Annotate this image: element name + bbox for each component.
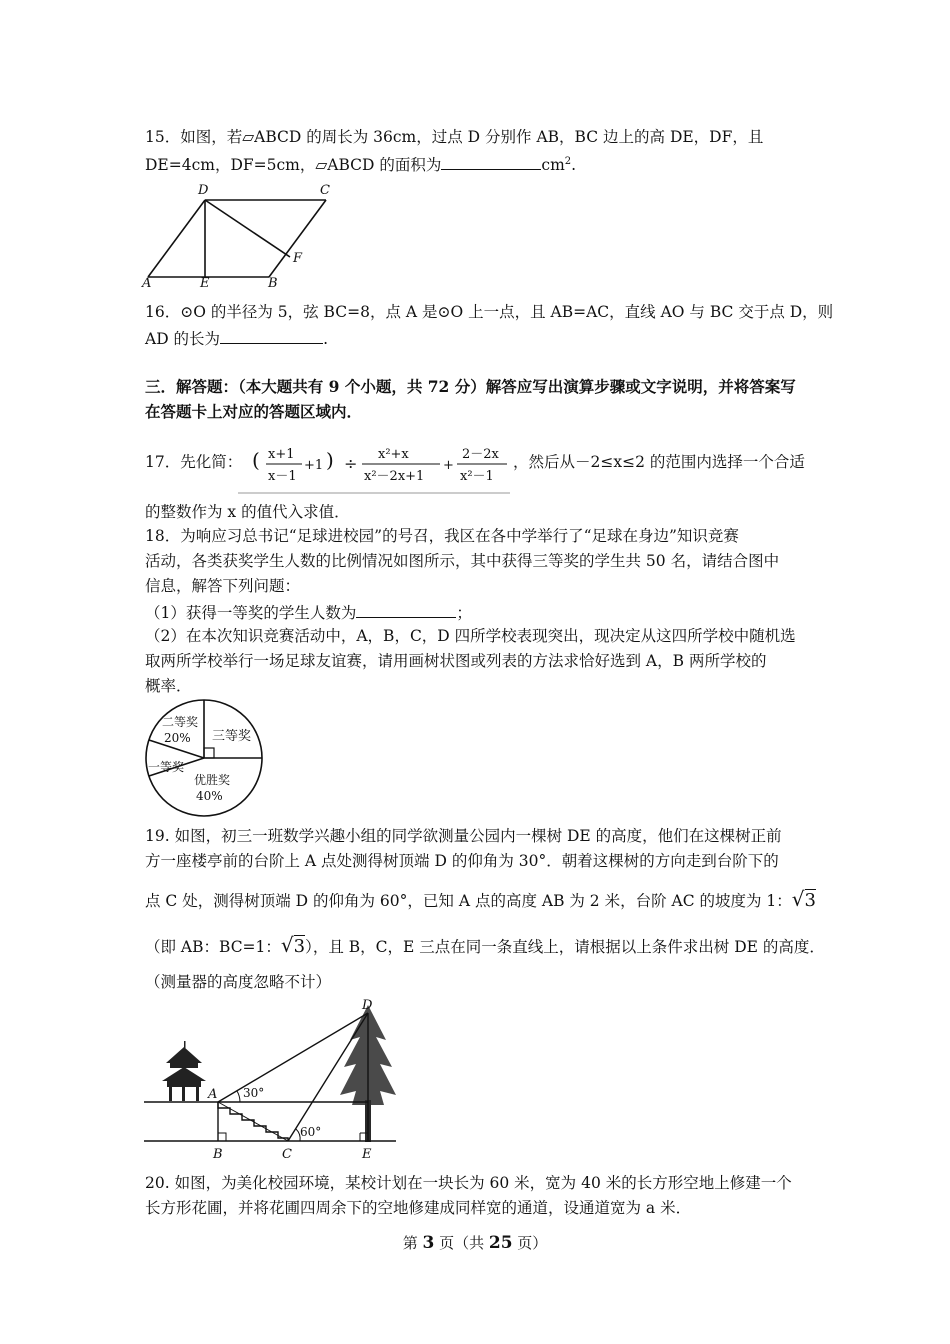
svg-text:x－1: x－1 [268, 469, 297, 484]
q19-line4: （即 AB：BC=1：√3），且 B，C，E 三点在同一条直线上，请根据以上条件求出树 DE 的高度． [145, 933, 825, 957]
q19-line3: 点 C 处，测得树顶端 D 的仰角为 60°，已知 A 点的高度 AB 为 2 米，台阶 AC 的坡度为 1：√3 [145, 887, 816, 911]
page-total: 25 [488, 1233, 513, 1253]
label-C: C [320, 183, 330, 198]
svg-text:x+1: x+1 [268, 447, 295, 462]
svg-text:(: ( [252, 448, 260, 472]
pie-label-excellence-pct: 40% [196, 789, 223, 803]
q18-sub2-line2: 取两所学校举行一场足球友谊赛，请用画树状图或列表的方法求恰好选到 A，B 两所学校的 [145, 652, 767, 670]
q18-line2: 活动，各类获奖学生人数的比例情况如图所示，其中获得三等奖的学生共 50 名，请结合图中 [145, 552, 780, 570]
q18-line1: 18．为响应习总书记“足球进校园”的号召，我区在各中学举行了“足球在身边”知识竞赛 [145, 527, 739, 545]
label-A: A [208, 1087, 218, 1102]
q15-line1: 15．如图，若▱ABCD 的周长为 36cm，过点 D 分别作 AB，BC 边上的高 DE，DF，且 [145, 128, 764, 146]
label-F: F [293, 251, 303, 266]
award-pie-chart [140, 698, 270, 822]
page-footer: 第 3 页（共 25 页） [402, 1233, 548, 1253]
svg-text:÷: ÷ [344, 454, 358, 473]
pie-label-third: 三等奖 [212, 729, 252, 744]
pie-label-excellence: 优胜奖 [194, 773, 231, 787]
q15-line2: DE=4cm，DF=5cm，▱ABCD 的面积为 $cm^2$. [145, 152, 576, 175]
q17-expression [238, 435, 513, 497]
section3-heading-line2: 在答题卡上对应的答题区域内． [145, 402, 363, 421]
parallelogram-figure [140, 180, 340, 290]
q17-suffix: ，然后从－2≤x≤2 的范围内选择一个合适 [513, 453, 805, 471]
pie-label-second: 二等奖 [162, 715, 199, 729]
label-B: B [213, 1147, 223, 1162]
svg-text:): ) [326, 448, 334, 472]
q18-line3: 信息，解答下列问题： [145, 577, 301, 595]
answer-blank [441, 153, 541, 170]
label-A: A [142, 276, 152, 290]
svg-text:+1: +1 [304, 458, 324, 473]
tree-height-figure [140, 995, 400, 1165]
section3-heading-line1: 三．解答题：（本大题共有 9 个小题，共 72 分）解答应写出演算步骤或文字说明，并将答案写 [145, 377, 796, 396]
q16-line2: AD 的长为 . [145, 327, 328, 349]
q16-line1: 16．⊙O 的半径为 5，弦 BC=8，点 A 是⊙O 上一点，且 AB=AC，直线 AO 与 BC 交于点 D，则 [145, 303, 834, 321]
svg-text:x²+x: x²+x [378, 447, 409, 462]
angle-60-label: 60° [300, 1125, 322, 1139]
label-D: D [198, 183, 209, 198]
pie-label-second-pct: 20% [164, 731, 191, 745]
label-C: C [282, 1147, 292, 1162]
label-E: E [200, 276, 210, 290]
q20-line2: 长方形花圃，并将花圃四周余下的空地修建成同样宽的通道，设通道宽为 a 米． [145, 1199, 692, 1217]
q17-line2: 的整数作为 x 的值代入求值． [145, 503, 350, 521]
q19-line5: （测量器的高度忽略不计） [145, 973, 332, 991]
q19-line2: 方一座楼亭前的台阶上 A 点处测得树顶端 D 的仰角为 30°．朝着这棵树的方向走到台阶下的 [145, 852, 779, 870]
q19-line1: 19. 如图，初三一班数学兴趣小组的同学欲测量公园内一棵树 DE 的高度，他们在这棵树正前 [145, 827, 782, 845]
q17-prefix: 17．先化简： [145, 453, 243, 471]
answer-blank [220, 327, 323, 344]
svg-text:2－2x: 2－2x [462, 447, 499, 462]
q18-sub2-line1: （2）在本次知识竞赛活动中，A，B，C，D 四所学校表现突出，现决定从这四所学校中随机选 [145, 627, 796, 645]
page-number: 3 [422, 1233, 435, 1253]
label-B: B [268, 276, 278, 290]
pie-label-first: 一等奖 [148, 760, 185, 774]
svg-text:x²－2x+1: x²－2x+1 [364, 469, 425, 484]
svg-text:x²－1: x²－1 [460, 469, 494, 484]
svg-text:+: + [443, 458, 454, 473]
label-E: E [362, 1147, 372, 1162]
label-D: D [362, 998, 373, 1013]
answer-blank [356, 601, 456, 618]
q18-sub1: （1）获得一等奖的学生人数为 ； [145, 601, 472, 623]
q20-line1: 20. 如图，为美化校园环境，某校计划在一块长为 60 米，宽为 40 米的长方形空地上修建一个 [145, 1174, 792, 1192]
angle-30-label: 30° [243, 1086, 265, 1100]
q18-sub2-line3: 概率． [145, 677, 192, 695]
